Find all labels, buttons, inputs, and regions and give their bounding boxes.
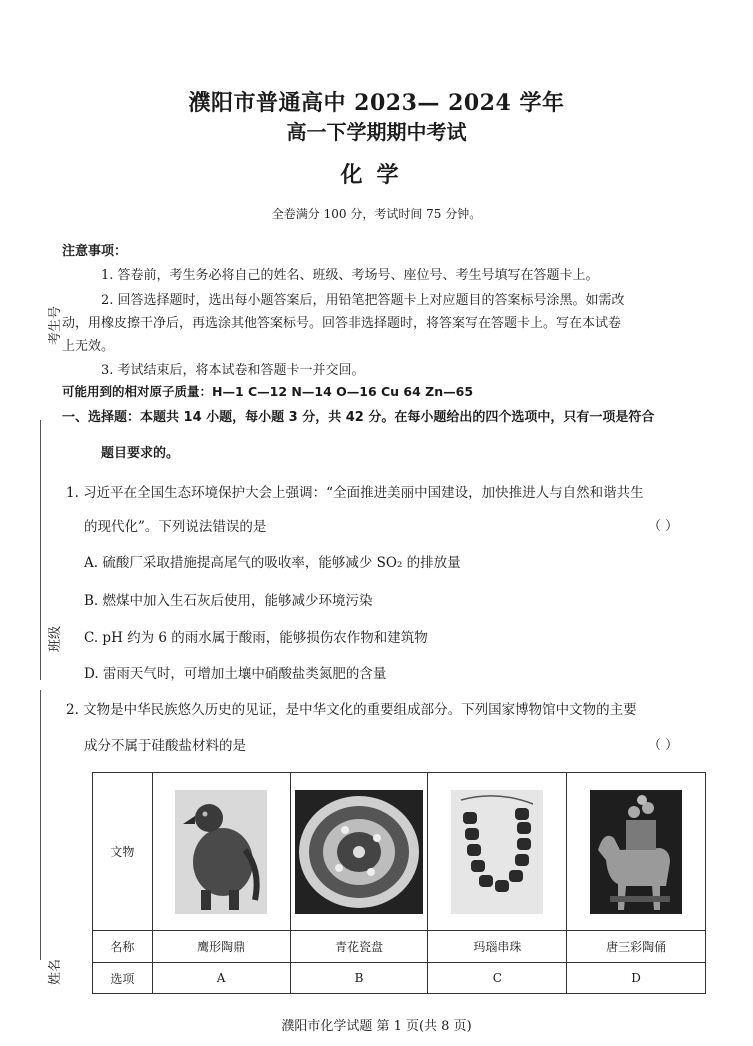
name-row-label: 名称 — [93, 931, 153, 963]
q1-option-b: B. 燃煤中加入生石灰后使用，能够减少环境污染 — [84, 593, 373, 609]
page-footer: 濮阳市化学试题 第 1 页(共 8 页) — [281, 1019, 472, 1034]
relic-image-b — [290, 773, 428, 931]
notice-item-1: 1. 答卷前，考生务必将自己的姓名、班级、考场号、座位号、考生号填写在答题卡上。 — [101, 268, 599, 283]
atomic-masses: 可能用到的相对原子质量：H—1 C—12 N—14 O—16 Cu 64 Zn—65 — [62, 384, 474, 399]
exam-meta: 全卷满分 100 分，考试时间 75 分钟。 — [271, 207, 482, 221]
q2-stem-cont: 成分不属于硅酸盐材料的是 — [84, 738, 246, 754]
q1-option-a: A. 硫酸厂采取措施提高尾气的吸收率，能够减少 SO₂ 的排放量 — [84, 555, 461, 571]
relic-option-a: A — [152, 963, 290, 994]
relic-option-c: C — [428, 963, 567, 994]
q1-option-c: C. pH 约为 6 的雨水属于酸雨，能够损伤农作物和建筑物 — [84, 630, 428, 646]
exam-number-label: 考生号 — [48, 305, 63, 345]
notice-item-3: 3. 考试结束后，将本试卷和答题卡一并交回。 — [101, 363, 365, 378]
exam-subtitle: 高一下学期期中考试 — [286, 120, 467, 144]
notice-item-2-cont: 动，用橡皮擦干净后，再选涂其他答案标号。回答非选择题时，将答案写在答题卡上。写在本试卷 — [62, 316, 622, 331]
q1-answer-blank: （ ） — [648, 519, 679, 534]
agate-beads-image — [451, 790, 543, 914]
tri-color-camel-image — [590, 790, 682, 914]
table-row — [93, 773, 706, 931]
name-label: 姓名 — [48, 958, 63, 985]
relic-name-a: 鹰形陶鼎 — [152, 931, 290, 963]
relic-option-d: D — [567, 963, 706, 994]
exam-title: 濮阳市普通高中 2023— 2024 学年 — [188, 90, 565, 116]
q1-stem-cont: 的现代化”。下列说法错误的是 — [84, 519, 267, 535]
table-row — [93, 963, 706, 994]
section-heading-cont: 题目要求的。 — [101, 446, 180, 461]
section-heading: 一、选择题：本题共 14 小题，每小题 3 分，共 42 分。在每小题给出的四个选项中，只有一项是符合 — [62, 410, 655, 425]
subject-title: 化学 — [340, 162, 413, 188]
notice-heading: 注意事项： — [62, 244, 128, 259]
margin-line — [40, 690, 41, 960]
relic-image-d — [567, 773, 706, 931]
q2-answer-blank: （ ） — [648, 738, 679, 753]
margin-line — [40, 420, 41, 680]
relic-row-label: 文物 — [93, 773, 153, 931]
relic-image-c — [428, 773, 567, 931]
class-label: 班级 — [48, 625, 63, 652]
blue-white-plate-image — [295, 790, 423, 914]
notice-item-2: 2. 回答选择题时，选出每小题答案后，用铅笔把答题卡上对应题目的答案标号涂黑。如需改 — [101, 293, 625, 308]
relic-option-b: B — [290, 963, 428, 994]
relics-table — [92, 772, 706, 994]
relic-name-b: 青花瓷盘 — [290, 931, 428, 963]
q1-stem: 1. 习近平在全国生态环境保护大会上强调：“全面推进美丽中国建设，加快推进人与自然和谐共生 — [66, 485, 644, 501]
eagle-tripod-image — [175, 790, 267, 914]
table-row — [93, 931, 706, 963]
q2-stem: 2. 文物是中华民族悠久历史的见证，是中华文化的重要组成部分。下列国家博物馆中文物的主要 — [66, 702, 637, 718]
relic-name-d: 唐三彩陶俑 — [567, 931, 706, 963]
option-row-label: 选项 — [93, 963, 153, 994]
relic-image-a — [152, 773, 290, 931]
relic-name-c: 玛瑙串珠 — [428, 931, 567, 963]
q1-option-d: D. 雷雨天气时，可增加土壤中硝酸盐类氮肥的含量 — [84, 666, 387, 682]
notice-item-2-end: 上无效。 — [62, 339, 115, 354]
